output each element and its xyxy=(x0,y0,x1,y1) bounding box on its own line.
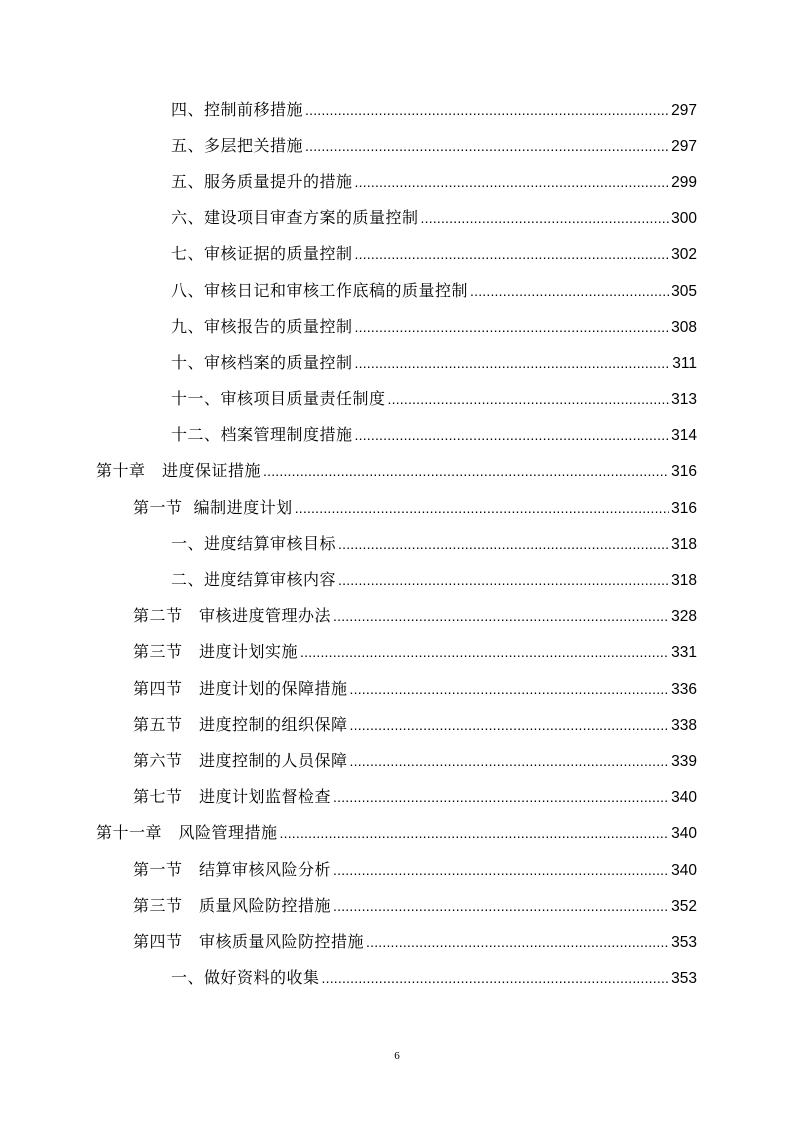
toc-dot-leader xyxy=(305,100,669,120)
toc-entry-line xyxy=(133,679,697,700)
toc-entry-page: 316 xyxy=(671,463,697,481)
toc-dot-leader xyxy=(305,136,669,156)
toc-entry-title: 第六节 进度控制的人员保障 xyxy=(133,750,348,770)
toc-entry-page: 328 xyxy=(671,608,697,626)
toc-dot-leader xyxy=(338,570,669,590)
toc-dot-leader xyxy=(355,353,671,373)
toc-entry-page: 318 xyxy=(671,535,697,553)
toc-dot-leader xyxy=(355,244,670,264)
toc-entry-line xyxy=(171,353,697,374)
toc-entry[interactable] xyxy=(0,816,794,852)
toc-entry-line xyxy=(133,932,697,953)
toc-entry[interactable] xyxy=(0,92,794,128)
toc-entry-title: 第一节 结算审核风险分析 xyxy=(133,859,332,879)
toc-dot-leader xyxy=(263,461,669,481)
toc-entry-title: 七、审核证据的质量控制 xyxy=(171,244,353,264)
toc-entry-line xyxy=(133,787,697,808)
toc-entry-title: 四、控制前移措施 xyxy=(171,99,304,119)
toc-entry-page: 297 xyxy=(671,101,697,119)
toc-entry-page: 352 xyxy=(671,897,697,915)
toc-entry-title: 第四节 进度计划的保障措施 xyxy=(133,678,348,698)
toc-entry-page: 302 xyxy=(671,246,697,264)
toc-dot-leader xyxy=(280,823,670,843)
toc-entry[interactable] xyxy=(0,273,794,309)
toc-entry-line xyxy=(133,860,697,881)
toc-entry[interactable] xyxy=(0,237,794,273)
toc-entry-title: 五、多层把关措施 xyxy=(171,135,304,155)
toc-entry-title: 十、审核档案的质量控制 xyxy=(171,352,353,372)
toc-entry-line xyxy=(133,751,697,772)
toc-entry-title: 二、进度结算审核内容 xyxy=(171,570,337,590)
toc-dot-leader xyxy=(333,896,669,916)
toc-entry-title: 十一、审核项目质量责任制度 xyxy=(171,389,386,409)
toc-entry-page: 353 xyxy=(671,970,697,988)
toc-entry-page: 300 xyxy=(671,210,697,228)
toc-entry[interactable] xyxy=(0,852,794,888)
toc-entry-title: 第三节 质量风险防控措施 xyxy=(133,895,332,915)
toc-entry-line xyxy=(171,534,697,555)
toc-dot-leader xyxy=(355,425,670,445)
toc-entry-line xyxy=(96,823,697,844)
toc-entry-page: 353 xyxy=(671,933,697,951)
toc-entry-title: 八、审核日记和审核工作底稿的质量控制 xyxy=(171,280,469,300)
toc-entry[interactable] xyxy=(0,707,794,743)
toc-entry-line xyxy=(171,100,697,121)
toc-entry-line xyxy=(171,136,697,157)
toc-entry-title: 十二、档案管理制度措施 xyxy=(171,425,353,445)
toc-entry-title: 第四节 审核质量风险防控措施 xyxy=(133,931,365,951)
toc-entry[interactable] xyxy=(0,635,794,671)
toc-entry[interactable] xyxy=(0,671,794,707)
toc-entry-page: 299 xyxy=(671,173,697,191)
toc-dot-leader xyxy=(350,715,670,735)
toc-entry[interactable] xyxy=(0,526,794,562)
toc-entry-line xyxy=(133,642,697,663)
toc-entry-title: 第七节 进度计划监督检查 xyxy=(133,787,332,807)
toc-entry-page: 331 xyxy=(671,644,697,662)
toc-entry-page: 313 xyxy=(671,391,697,409)
toc-entry-page: 316 xyxy=(671,499,697,517)
toc-entry[interactable] xyxy=(0,599,794,635)
toc-entry-page: 318 xyxy=(671,572,697,590)
toc-entry-line xyxy=(171,317,697,338)
toc-entry-line xyxy=(171,425,697,446)
toc-entry-title: 第二节 审核进度管理办法 xyxy=(133,606,332,626)
toc-dot-leader xyxy=(322,968,670,988)
toc-entry-title: 六、建设项目审查方案的质量控制 xyxy=(171,208,419,228)
toc-entry-title: 一、做好资料的收集 xyxy=(171,968,320,988)
toc-entry-title: 一、进度结算审核目标 xyxy=(171,533,337,553)
toc-dot-leader xyxy=(295,498,669,518)
toc-entry-page: 340 xyxy=(671,789,697,807)
toc-dot-leader xyxy=(366,932,669,952)
toc-entry[interactable] xyxy=(0,201,794,237)
toc-entry-page: 314 xyxy=(671,427,697,445)
toc-dot-leader xyxy=(333,860,669,880)
toc-entry-line xyxy=(171,389,697,410)
toc-entry-line xyxy=(171,968,697,989)
toc-entry[interactable] xyxy=(0,888,794,924)
toc-dot-leader xyxy=(421,208,670,228)
toc-dot-leader xyxy=(355,317,670,337)
toc-entry-page: 338 xyxy=(671,716,697,734)
toc-entry-line xyxy=(96,461,697,482)
toc-entry[interactable] xyxy=(0,562,794,598)
toc-entry-line xyxy=(171,244,697,265)
toc-entry-page: 311 xyxy=(672,354,697,372)
toc-entry-title: 第五节 进度控制的组织保障 xyxy=(133,714,348,734)
toc-entry-page: 339 xyxy=(671,752,697,770)
toc-entry-title: 第十章 进度保证措施 xyxy=(96,461,262,481)
toc-entry[interactable] xyxy=(0,780,794,816)
toc-entry[interactable] xyxy=(0,382,794,418)
toc-entry-line xyxy=(171,208,697,229)
toc-entry-line xyxy=(171,570,697,591)
toc-entry-page: 297 xyxy=(671,137,697,155)
toc-entry[interactable] xyxy=(0,418,794,454)
toc-entry-line xyxy=(171,281,697,302)
toc-dot-leader xyxy=(333,787,669,807)
toc-dot-leader xyxy=(300,642,669,662)
toc-dot-leader xyxy=(355,172,670,192)
toc-entry[interactable] xyxy=(0,454,794,490)
toc-entry-page: 308 xyxy=(671,318,697,336)
toc-dot-leader xyxy=(350,679,670,699)
toc-entry[interactable] xyxy=(0,345,794,381)
toc-entry-line xyxy=(133,715,697,736)
toc-entry[interactable] xyxy=(0,128,794,164)
toc-entry-page: 305 xyxy=(671,282,697,300)
toc-entry[interactable] xyxy=(0,164,794,200)
toc-entry[interactable] xyxy=(0,490,794,526)
toc-dot-leader xyxy=(470,281,669,301)
page-number: 6 xyxy=(394,1050,400,1062)
toc-entry[interactable] xyxy=(0,743,794,779)
toc-entry-title: 九、审核报告的质量控制 xyxy=(171,316,353,336)
toc-dot-leader xyxy=(338,534,669,554)
toc-entry[interactable] xyxy=(0,924,794,960)
toc-entry[interactable] xyxy=(0,309,794,345)
table-of-contents xyxy=(0,92,794,997)
toc-dot-leader xyxy=(333,606,669,626)
toc-entry-page: 336 xyxy=(671,680,697,698)
toc-entry-title: 五、服务质量提升的措施 xyxy=(171,171,353,191)
toc-entry-line xyxy=(133,606,697,627)
toc-entry-title: 第三节 进度计划实施 xyxy=(133,642,299,662)
toc-dot-leader xyxy=(350,751,670,771)
toc-entry-line xyxy=(133,498,697,519)
toc-entry-title: 第十一章 风险管理措施 xyxy=(96,823,278,843)
toc-entry-line xyxy=(171,172,697,193)
toc-entry-page: 340 xyxy=(671,861,697,879)
toc-dot-leader xyxy=(388,389,670,409)
toc-entry[interactable] xyxy=(0,961,794,997)
toc-entry-page: 340 xyxy=(671,825,697,843)
toc-entry-title: 第一节 编制进度计划 xyxy=(133,497,293,517)
toc-entry-line xyxy=(133,896,697,917)
